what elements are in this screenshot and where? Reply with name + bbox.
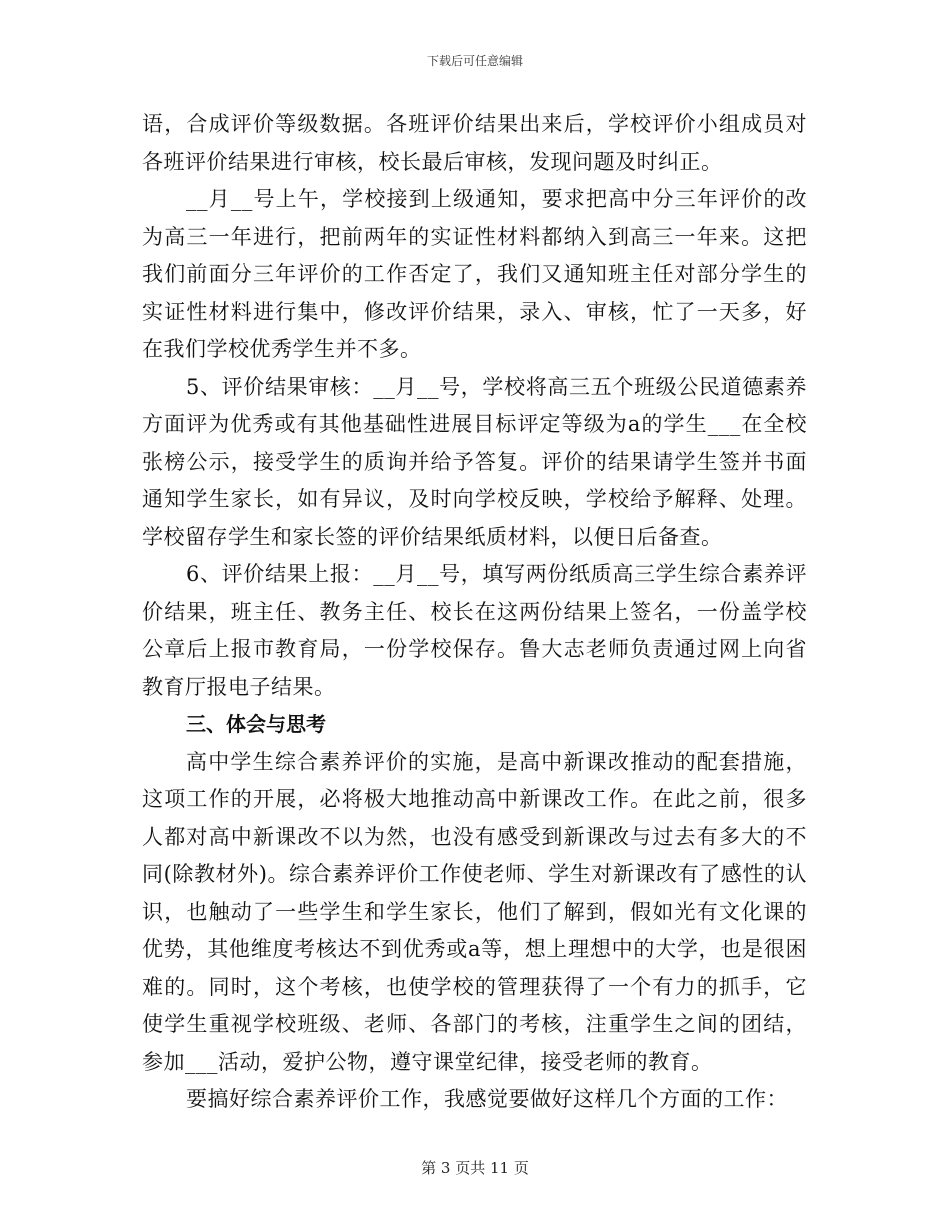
paragraph-work-aspects: 要搞好综合素养评价工作，我感觉要做好这样几个方面的工作：: [186, 1087, 788, 1111]
paragraph-continuation: 语，合成评价等级数据。各班评价结果出来后，学校评价小组成员对各班评价结果进行审核，校长最后审核，发现问题及时纠正。: [142, 112, 807, 174]
paragraph-result-report: 6、评价结果上报：__月__号，填写两份纸质高三学生综合素养评价结果，班主任、教务主任、校长在这两份结果上签名，一份盖学校公章后上报市教育局，一份学校保存。鲁大志老师负责通过网上向省教育厅报电子结果。: [142, 562, 807, 699]
page-header: 下载后可任意编辑: [426, 54, 523, 68]
page-footer: 第 3 页共 11 页: [421, 1159, 529, 1177]
paragraph-reflection: 高中学生综合素养评价的实施，是高中新课改推动的配套措施，这项工作的开展，必将极大地推动高中新课改工作。在此之前，很多人都对高中新课改不以为然，也没有感受到新课改与过去有多大的不同(除教材外)。综合素养评价工作使老师、学生对新课改有了感性的认识，也触动了一些学生和学生家长，他们了解到，假如光有文化课的优势，其他维度考核达不到优秀或a等，想上理想中的大学，也是很困难的。同时，这个考核，也使学校的管理获得了一个有力的抓手，它使学生重视学校班级、老师、各部门的考核，注重学生之间的团结，参加___活动，爱护公物，遵守课堂纪律，接受老师的教育。: [142, 749, 807, 1074]
paragraph-notice-change: __月__号上午，学校接到上级通知，要求把高中分三年评价的改为高三一年进行，把前两年的实证性材料都纳入到高三一年来。这把我们前面分三年评价的工作否定了，我们又通知班主任对部分学生的实证性材料进行集中，修改评价结果，录入、审核，忙了一天多，好在我们学校优秀学生并不多。: [142, 187, 807, 361]
paragraph-result-review: 5、评价结果审核：__月__号，学校将高三五个班级公民道德素养方面评为优秀或有其他基础性进展目标评定等级为a的学生___在全校张榜公示，接受学生的质询并给予答复。评价的结果请学生签并书面通知学生家长，如有异议，及时向学校反映，学校给予解释、处理。学校留存学生和家长签的评价结果纸质材料，以便日后备查。: [142, 374, 807, 549]
document-body: [142, 106, 807, 1119]
section-heading: 三、体会与思考: [186, 712, 326, 736]
